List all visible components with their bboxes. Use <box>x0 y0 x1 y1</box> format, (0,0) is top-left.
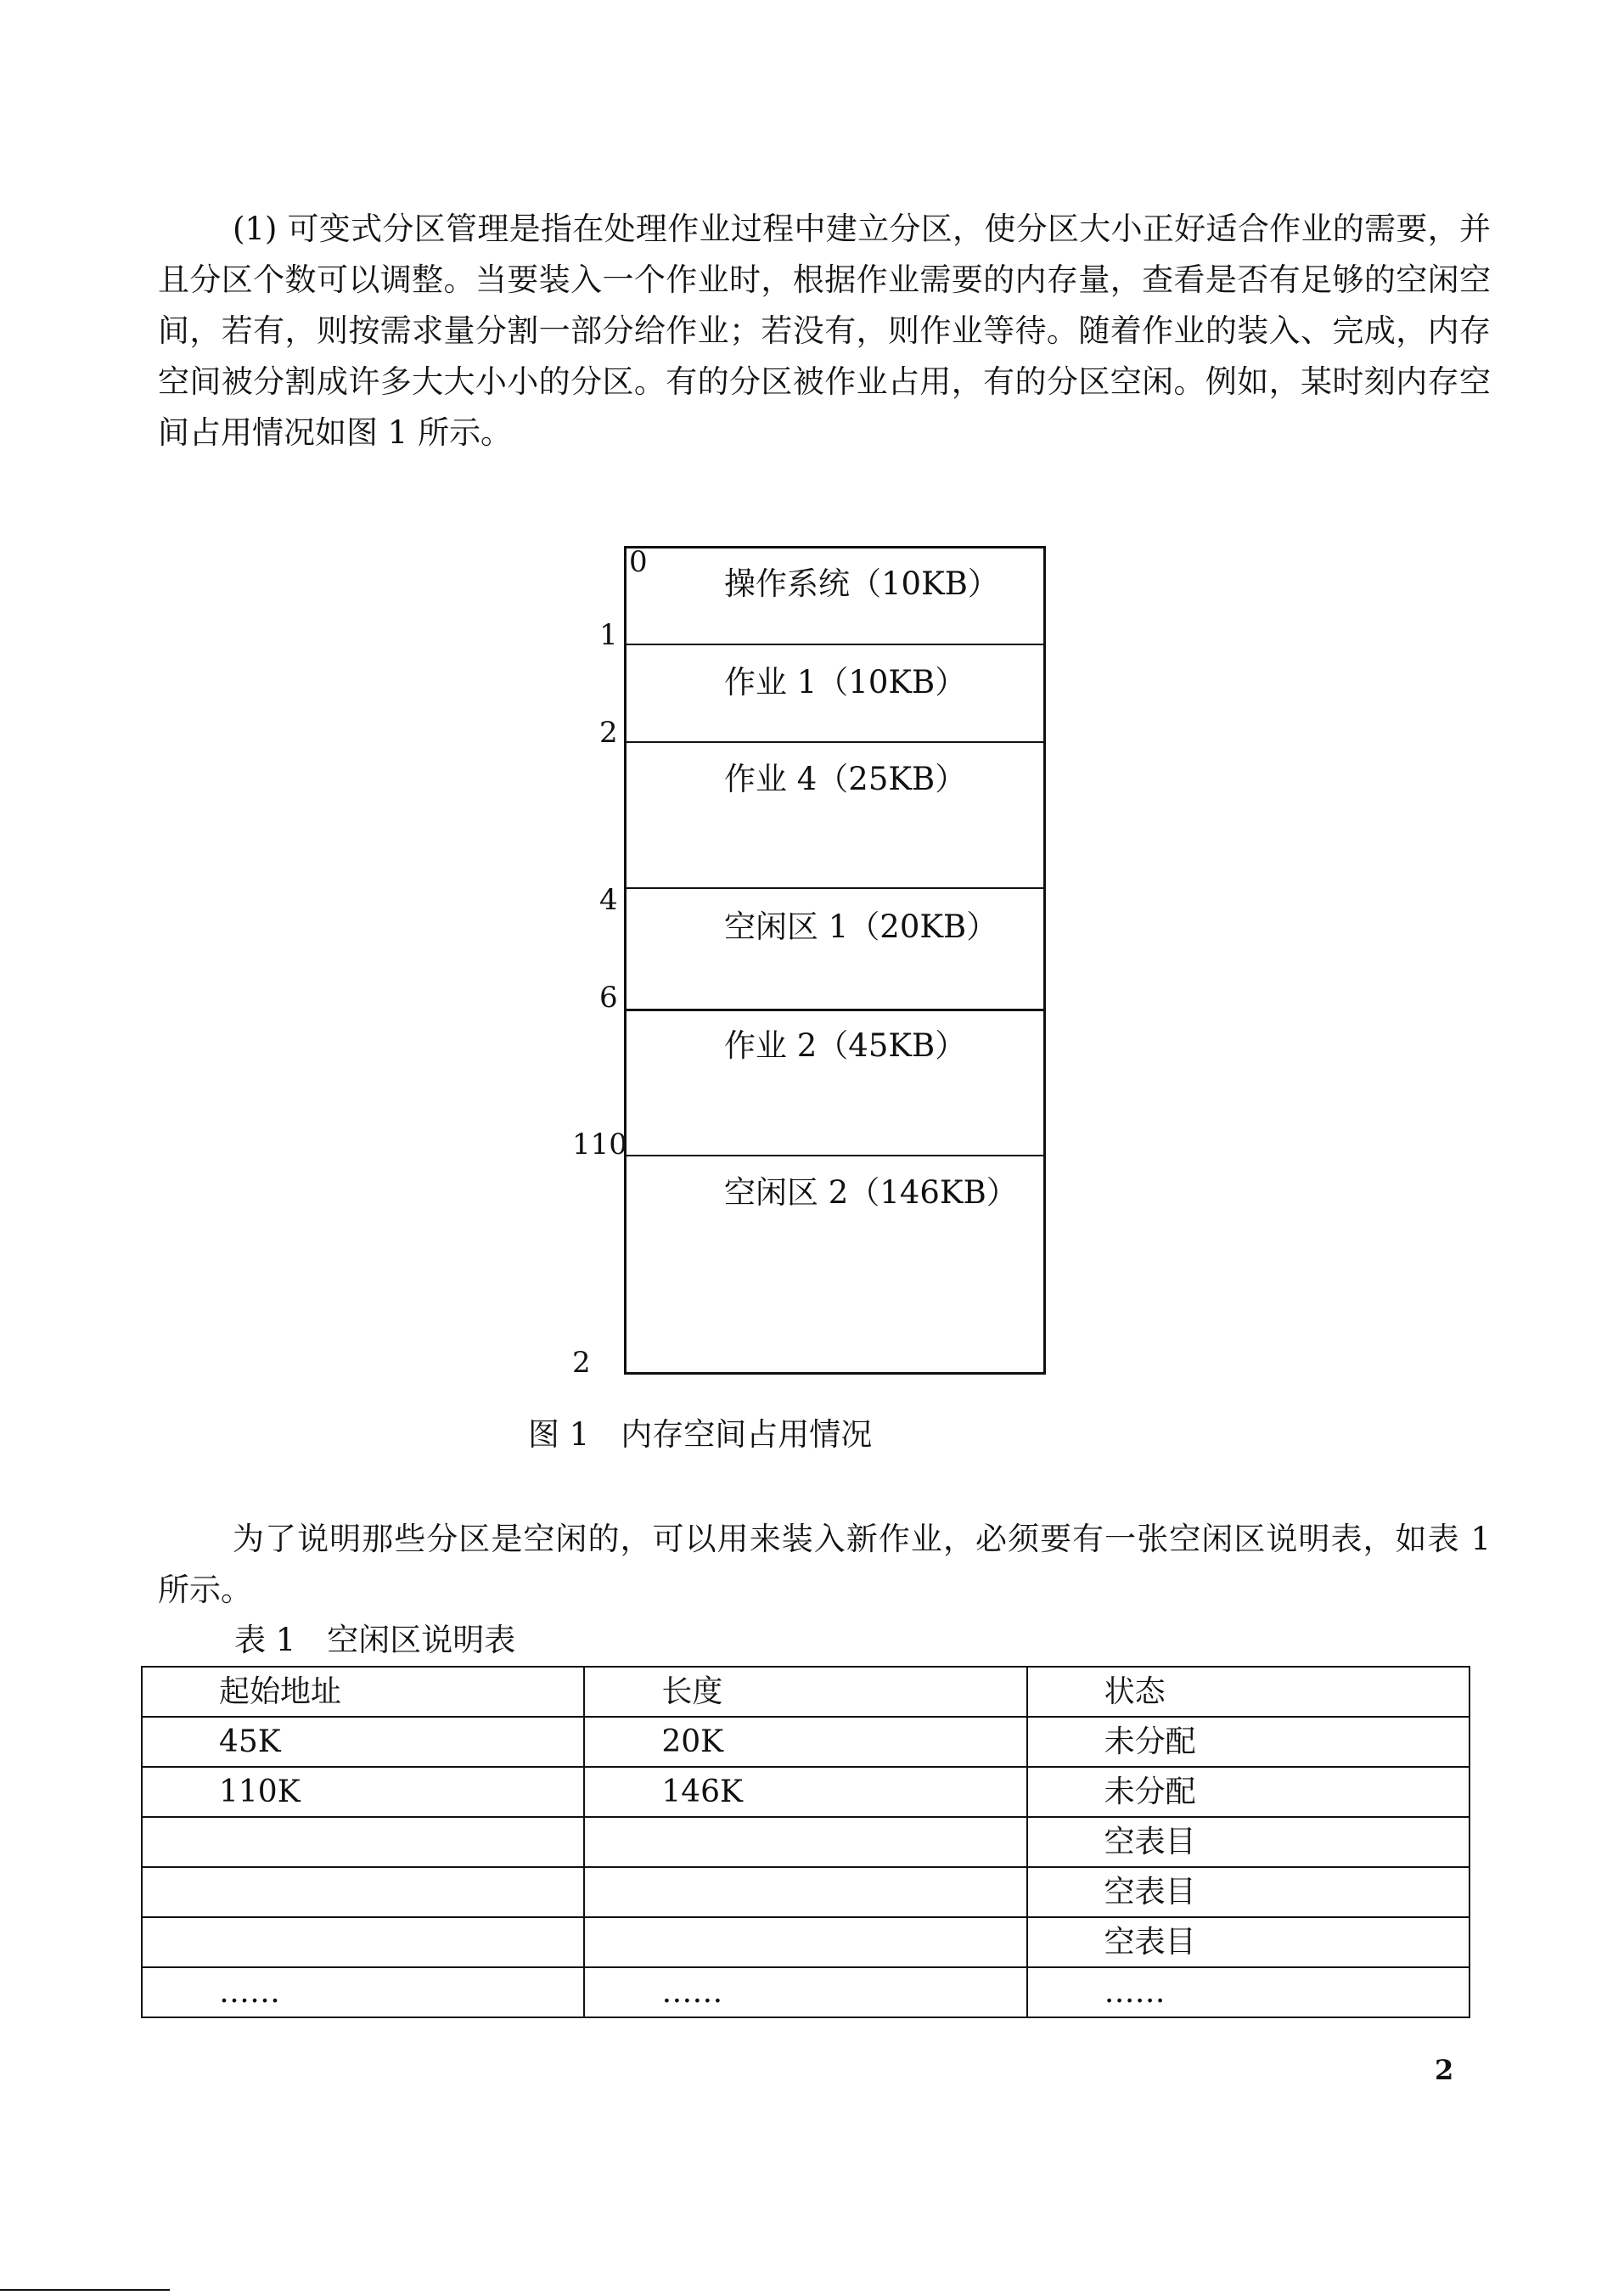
cell-start-address <box>142 1867 584 1917</box>
cell-status: 空表目 <box>1027 1917 1469 1967</box>
partition-divider <box>624 887 1046 889</box>
partition-divider <box>624 644 1046 645</box>
region-job-1: 作业 1（10KB） <box>724 664 967 700</box>
table-intro-paragraph: 为了说明那些分区是空闲的，可以用来装入新作业，必须要有一张空闲区说明表，如表 1 所示。 <box>158 1521 1491 1608</box>
page-number: 2 <box>1435 2054 1454 2086</box>
cell-length <box>584 1917 1026 1967</box>
address-label: 110 <box>572 1128 627 1162</box>
address-label: 2 <box>599 716 618 750</box>
table-row <box>142 1817 1469 1867</box>
table-row <box>142 1767 1469 1817</box>
cell-start-address: 110K <box>142 1767 584 1817</box>
header-length: 长度 <box>584 1667 1026 1717</box>
cell-start-address <box>142 1817 584 1867</box>
table-row <box>142 1867 1469 1917</box>
address-label: 2 <box>572 1346 591 1380</box>
header-status: 状态 <box>1027 1667 1469 1717</box>
region-free-1: 空闲区 1（20KB） <box>724 908 998 945</box>
cell-status: 未分配 <box>1027 1717 1469 1767</box>
cell-length <box>584 1867 1026 1917</box>
partition-divider <box>624 1009 1046 1011</box>
cell-start-address: …… <box>142 1967 584 2017</box>
address-label: 1 <box>599 618 618 652</box>
cell-length: 20K <box>584 1717 1026 1767</box>
address-label: 0 <box>629 545 648 579</box>
cell-status: 空表目 <box>1027 1867 1469 1917</box>
partition-divider <box>624 741 1046 743</box>
cell-length <box>584 1817 1026 1867</box>
intro-paragraph: (1) 可变式分区管理是指在处理作业过程中建立分区，使分区大小正好适合作业的需要，并且分区个数可以调整。当要装入一个作业时，根据作业需要的内存量，查看是否有足够的空闲空间，若有，则按需求量分割一部分给作业；若没有，则作业等待。随着作业的装入、完成，内存空间被分割成许多大大小小的分区。有的分区被作业占用，有的分区空闲。例如，某时刻内存空间占用情况如图 1 所示。 <box>158 211 1491 451</box>
cell-status: 未分配 <box>1027 1767 1469 1817</box>
figure-caption: 图 1 内存空间占用情况 <box>528 1416 873 1453</box>
address-label: 6 <box>599 981 618 1015</box>
cell-start-address <box>142 1917 584 1967</box>
table-caption: 表 1 空闲区说明表 <box>234 1622 516 1658</box>
cell-status: 空表目 <box>1027 1817 1469 1867</box>
table-row <box>142 1967 1469 2017</box>
cell-status: …… <box>1027 1967 1469 2017</box>
header-start-address: 起始地址 <box>142 1667 584 1717</box>
region-os: 操作系统（10KB） <box>724 565 999 602</box>
region-job-2: 作业 2（45KB） <box>724 1027 967 1064</box>
table-row <box>142 1917 1469 1967</box>
cell-length: 146K <box>584 1767 1026 1817</box>
free-area-table <box>141 1666 1470 2018</box>
address-label: 4 <box>599 883 618 917</box>
partition-divider <box>624 1155 1046 1156</box>
table-row <box>142 1717 1469 1767</box>
footnote-rule <box>0 2289 170 2291</box>
region-free-2: 空闲区 2（146KB） <box>724 1174 1018 1211</box>
cell-length: …… <box>584 1967 1026 2017</box>
table-header-row <box>142 1667 1469 1717</box>
cell-start-address: 45K <box>142 1717 584 1767</box>
region-job-4: 作业 4（25KB） <box>724 761 967 797</box>
